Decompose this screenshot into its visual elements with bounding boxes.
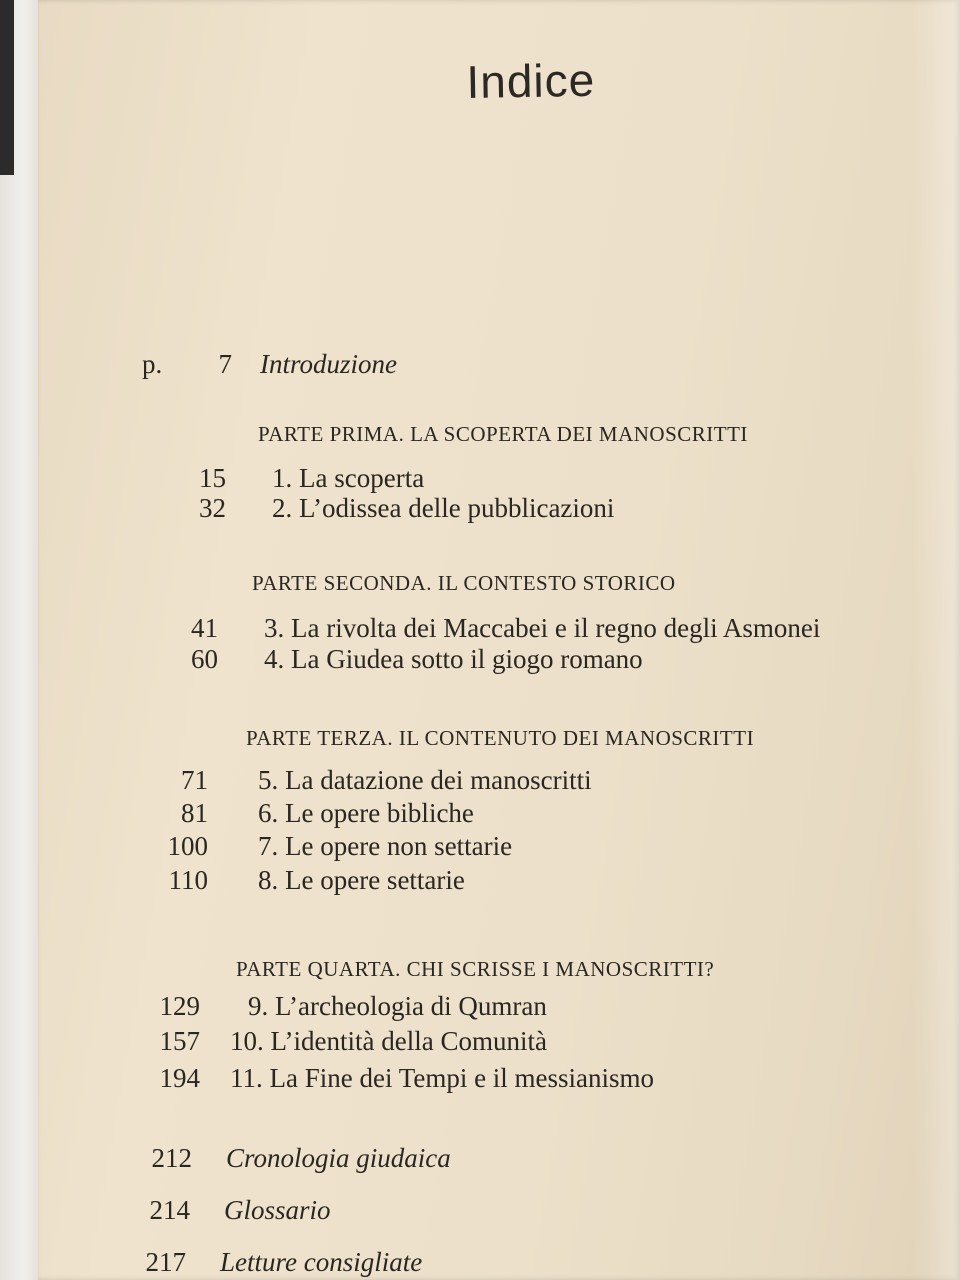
part-heading: PARTE TERZA. IL CONTENUTO DEI MANOSCRITTI — [246, 726, 755, 750]
toc-label: 7. Le opere non settarie — [258, 831, 513, 861]
toc-page-number: 71 — [181, 765, 208, 795]
toc-label: 1. La scoperta — [272, 463, 425, 493]
page-title: Indice — [466, 53, 596, 108]
toc-page-number: 194 — [159, 1063, 200, 1093]
toc-page-number: 60 — [191, 644, 218, 674]
toc-label: 4. La Giudea sotto il giogo romano — [264, 644, 643, 674]
part-heading: PARTE PRIMA. LA SCOPERTA DEI MANOSCRITTI — [258, 422, 748, 446]
part-heading: PARTE SECONDA. IL CONTESTO STORICO — [252, 571, 676, 595]
toc-page-number: 41 — [191, 613, 218, 643]
toc-label: 3. La rivolta dei Maccabei e il regno degli Asmonei — [264, 613, 821, 643]
toc-page-number: 110 — [168, 865, 208, 895]
toc-page-number: 32 — [199, 493, 226, 523]
toc-label: 9. L’archeologia di Qumran — [248, 991, 547, 1021]
part-heading: PARTE QUARTA. CHI SCRISSE I MANOSCRITTI? — [236, 957, 715, 981]
background-left — [0, 0, 40, 1280]
toc-label: 11. La Fine dei Tempi e il messianismo — [230, 1063, 655, 1093]
toc-label: Glossario — [224, 1195, 331, 1225]
toc-page-number: 212 — [151, 1143, 192, 1173]
toc-page-number: 214 — [149, 1195, 190, 1225]
toc-label: Letture consigliate — [220, 1247, 423, 1277]
toc-label: 6. Le opere bibliche — [258, 798, 474, 828]
toc-page-number: 15 — [199, 463, 226, 493]
toc-label: Cronologia giudaica — [226, 1143, 451, 1173]
toc-page-number: 81 — [181, 798, 208, 828]
toc-page-number: 7 — [218, 349, 232, 379]
toc-label: 10. L’identità della Comunità — [230, 1026, 547, 1056]
toc-page-number: 100 — [167, 831, 208, 861]
toc-label: 2. L’odissea delle pubblicazioni — [272, 493, 615, 523]
toc-page-number: 129 — [159, 991, 200, 1021]
toc-page-number: 217 — [145, 1247, 186, 1277]
dark-object — [0, 0, 14, 175]
toc-label: 8. Le opere settarie — [258, 865, 465, 895]
page-edge-highlight — [912, 0, 960, 1280]
toc-label: 5. La datazione dei manoscritti — [258, 765, 592, 795]
toc-page-number: 157 — [159, 1026, 200, 1056]
toc-label: Introduzione — [260, 349, 397, 379]
page-prefix: p. — [142, 349, 163, 379]
